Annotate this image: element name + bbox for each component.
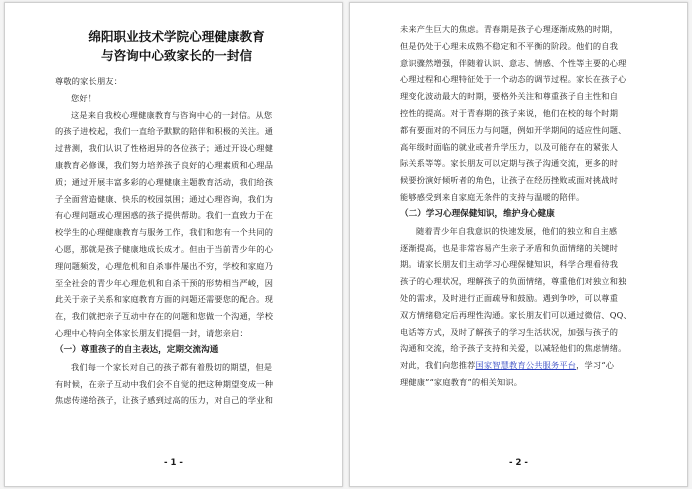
page-1-body: [55, 73, 298, 342]
body-line: 焦虑传递给孩子，让孩子感到过高的压力，对自己的学业和: [55, 395, 274, 406]
body-line: 但是仍处于心理未成熟不稳定和不平衡的阶段。他们的自我: [400, 40, 619, 51]
page-2-content: [400, 21, 643, 391]
page-2-body: [400, 21, 643, 206]
body-line: 意识骤然增强，伴随着认识、意志、情感、个性等主要的心理: [400, 57, 627, 68]
section-heading-1: （一）尊重孩子的自主表达，定期交流沟通: [55, 344, 219, 355]
letter-title-line-1: 绵阳职业技术学院心理健康教育: [88, 29, 265, 44]
body-line: 双方情绪稳定后再理性沟通。家长朋友们可以通过微信、QQ、: [400, 309, 632, 320]
page-1-body-continued: [55, 359, 298, 409]
body-line: 这是来自我校心理健康教育与咨询中心的一封信。从您: [71, 109, 273, 120]
body-line: 能够感受到来自家庭无条件的支持与温暖的陪伴。: [400, 191, 585, 202]
body-line: 校学生的心理健康教育与服务工作，我们和您有一个共同的: [55, 227, 274, 238]
body-line: 您好！: [71, 92, 97, 103]
document-page-2: [349, 2, 688, 487]
body-line: 理变化波动最大的时期，要格外关注和尊重孩子自主性和自: [400, 91, 619, 102]
body-line-with-link: [400, 357, 643, 374]
body-line: 沟通和交流，给予孩子支持和关爱，以减轻他们的焦虑情绪。: [400, 343, 627, 354]
document-page-1: [4, 2, 343, 487]
body-line: 逐渐提高，也是非常容易产生亲子矛盾和负面情绪的关键时: [400, 242, 619, 253]
body-line: 质；通过开展丰富多彩的心理健康主题教育活动，我们给孩: [55, 176, 274, 187]
body-line: 心愿，那就是孩子健康地成长成才。但由于当前青少年的心: [55, 243, 274, 254]
body-line: 处的需求，及时进行正面疏导和鼓励。遇到争吵，可以尊重: [400, 292, 619, 303]
letter-title-line-2: 与咨询中心致家长的一封信: [100, 48, 253, 63]
body-line: 在，我们就把亲子互动中存在的问题和您做一个沟通，学校: [55, 311, 274, 322]
body-line: 期。请家长朋友们主动学习心理保健知识，科学合理看待我: [400, 259, 619, 270]
body-line: 都有要面对的不同压力与问题，例如开学期间的适应性问题、: [400, 124, 627, 135]
body-line: 理健康”“家庭教育”的相关知识。: [400, 376, 523, 387]
body-line: 心理中心特向全体家长朋友们提倡一封，请您亲启：: [55, 327, 248, 338]
body-line: 有心理问题或心理困惑的孩子提供帮助。我们一直致力于在: [55, 210, 274, 221]
page-number-2: - 2 -: [509, 458, 528, 468]
section-heading-2: （二）学习心理保健知识，维护身心健康: [400, 208, 555, 219]
body-line: 控性的提高。对于青春期的孩子来说，他们在校的每个时期: [400, 107, 619, 118]
body-line: 至全社会的青少年心理危机和自杀干预的形势相当严峻，因: [55, 277, 274, 288]
body-line: 候要扮演好倾听者的角色，让孩子在经历挫败或面对挑战时: [400, 175, 619, 186]
body-line: 电话等方式，及时了解孩子的学习生活状况，加强与孩子的: [400, 326, 619, 337]
platform-link[interactable]: 国家智慧教育公共服务平台: [475, 360, 577, 371]
body-line: 孩子的心理状况，理解孩子的负面情绪，尊重他们对独立和独: [400, 276, 627, 287]
body-line: 理问题频发，心理危机和自杀事件屡出不穷，学校和家庭乃: [55, 260, 274, 271]
page-1-content: [55, 27, 298, 409]
body-line: 我们每一个家长对自己的孩子都有着殷切的期望，但是: [71, 361, 273, 372]
body-line: 高年级时面临的就业或者升学压力，以及可能存在的紧张人: [400, 141, 619, 152]
body-line: 际关系等等。家长朋友可以定期与孩子沟通交流，更多的时: [400, 158, 619, 169]
body-line: 康教育必修课，我们努力培养孩子良好的心理素质和心理品: [55, 159, 274, 170]
body-line: 心理过程和心理特征处于一个动态的调节过程。家长在孩子心: [400, 74, 627, 85]
body-line: 随着青少年自我意识的快速发展，他们的独立和自主感: [416, 225, 618, 236]
page-2-body-continued: [400, 223, 643, 357]
body-line: 子全面营造健康、快乐的校园氛围；通过心理咨询，我们为: [55, 193, 274, 204]
body-line-text: 对此，我们向您推荐: [400, 360, 476, 371]
body-line-text: ，学习“心: [576, 360, 615, 371]
body-line: 有时候，在亲子互动中我们会不自觉的把这种期望变成一种: [55, 378, 274, 389]
body-line: 此关于亲子关系和家庭教育方面的问题还需要您的配合。现: [55, 294, 274, 305]
body-line: 过普测，我们认识了性格迥异的各位孩子；通过开设心理健: [55, 143, 274, 154]
page-number-1: - 1 -: [164, 458, 183, 468]
body-line: 尊敬的家长朋友：: [55, 76, 123, 86]
body-line: 未来产生巨大的焦虑。青春期是孩子心理逐渐成熟的时期，: [400, 24, 619, 34]
body-line: 的孩子进校起，我们一直给予默默的陪伴和积极的关注。通: [55, 126, 274, 137]
